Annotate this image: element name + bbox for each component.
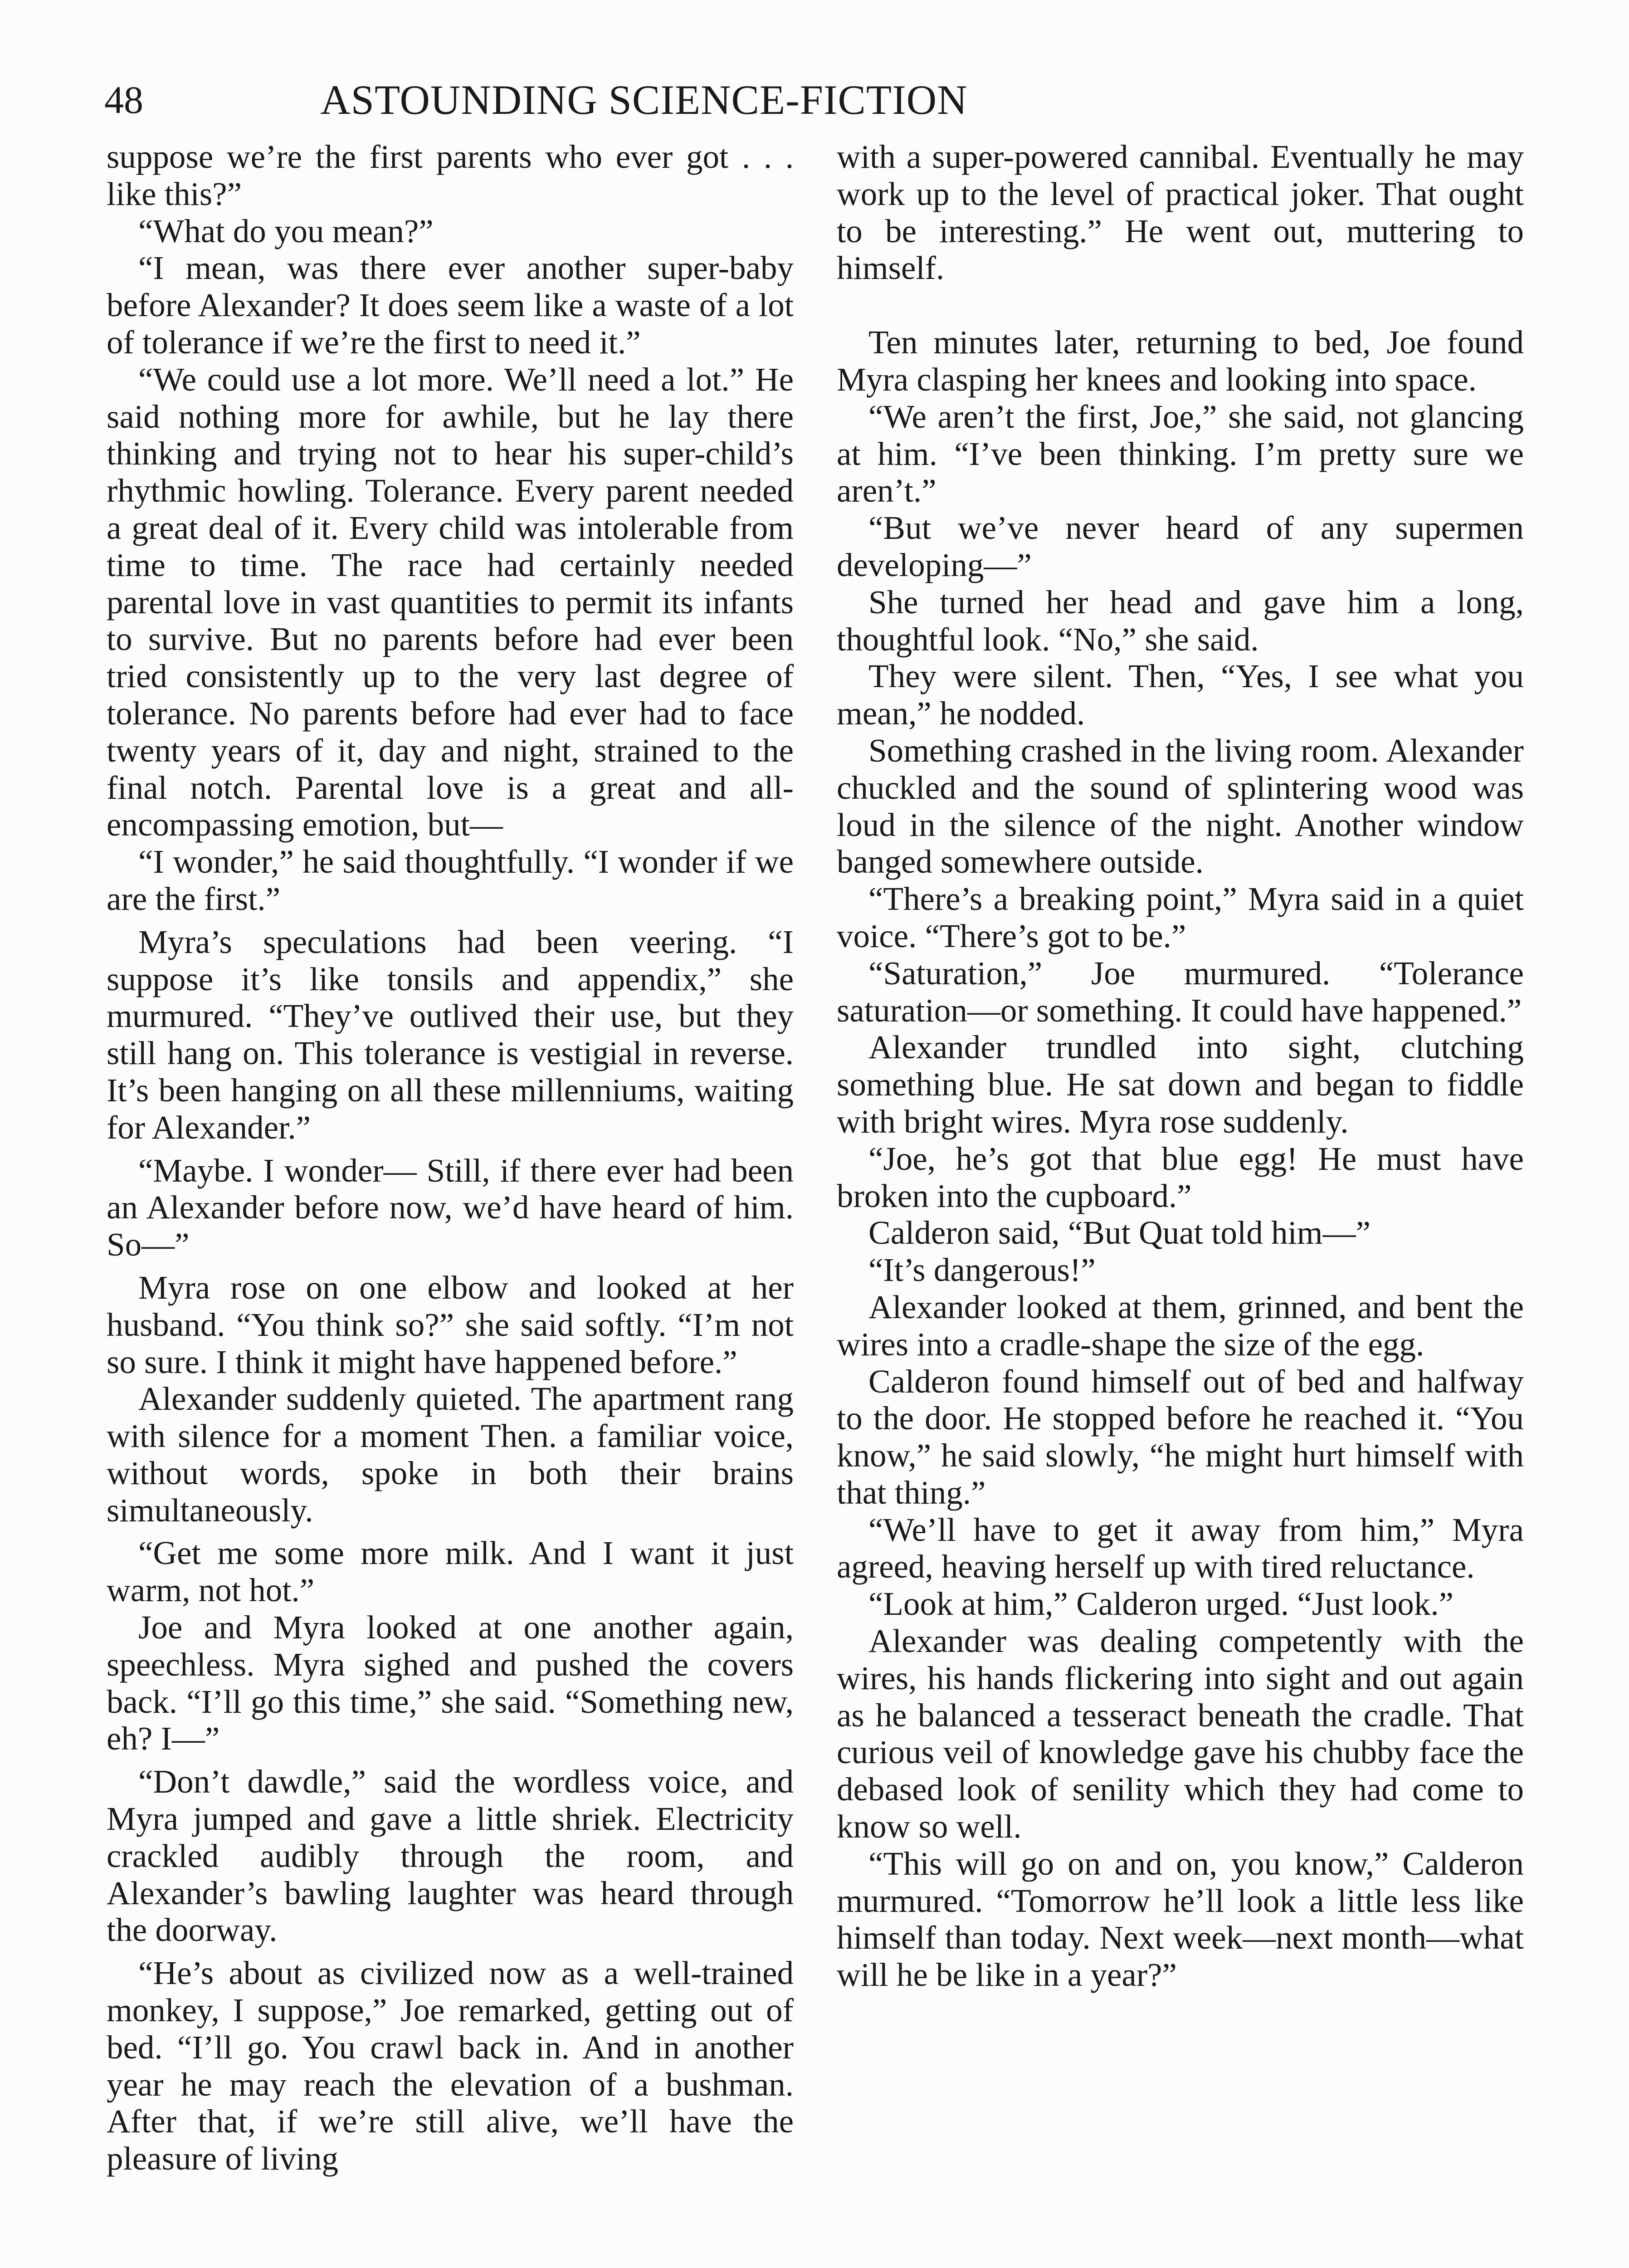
paragraph: with a super-powered cannibal. Eventually he may work up to the level of practical joker. That ought to be interesting.” He went out, muttering to himself. — [837, 138, 1524, 287]
paragraph: “Maybe. I wonder— Still, if there ever had been an Alexander before now, we’d have heard of him. So—” — [107, 1152, 794, 1263]
paragraph: “It’s dangerous!” — [868, 1251, 1096, 1289]
paragraph: Calderon found himself out of bed and halfway to the door. He stopped before he reached it. “You know,” he said slowly, “he might hurt himself with that thing.” — [837, 1363, 1524, 1511]
paragraph: Myra’s speculations had been veering. “I suppose it’s like tonsils and appendix,” she murmured. “They’ve outlived their use, but they still hang on. This tolerance is vestigial in reverse. It’s been hanging on all these millenniums, waiting for Alexander.” — [107, 923, 794, 1146]
paragraph: Alexander was dealing competently with the wires, his hands flickering into sight and out again as he balanced a tesseract beneath the cradle. That curious veil of knowledge gave his chubby face the debased look of senility which they had come to know so well. — [837, 1623, 1524, 1845]
left-column — [107, 138, 794, 2177]
running-head: ASTOUNDING SCIENCE-FICTION — [320, 77, 968, 123]
paragraph: “I mean, was there ever another super-baby before Alexander? It does seem like a waste of a lot of tolerance if we’re the first to need it.” — [107, 249, 794, 361]
paragraph: “What do you mean?” — [138, 212, 434, 249]
paragraph: They were silent. Then, “Yes, I see what you mean,” he nodded. — [837, 658, 1524, 732]
page-header — [104, 73, 1184, 127]
paragraph: “Don’t dawdle,” said the wordless voice, and Myra jumped and gave a little shriek. Electricity crackled audibly through the room, and Alexander’s bawling laughter was heard through the doorway. — [107, 1763, 794, 1949]
paragraph: “Look at him,” Calderon urged. “Just look.” — [868, 1585, 1454, 1623]
paragraph: Joe and Myra looked at one another again, speechless. Myra sighed and pushed the covers back. “I’ll go this time,” she said. “Something new, eh? I—” — [107, 1609, 794, 1757]
paragraph: Alexander suddenly quieted. The apartment rang with silence for a moment Then. a familiar voice, without words, spoke in both their brains simultaneously. — [107, 1380, 794, 1529]
paragraph: suppose we’re the first parents who ever got . . . like this?” — [107, 138, 794, 212]
paragraph: Alexander looked at them, grinned, and bent the wires into a cradle-shape the size of the egg. — [837, 1288, 1524, 1363]
paragraph: Calderon said, “But Quat told him—” — [868, 1214, 1371, 1251]
paragraph: “Joe, he’s got that blue egg! He must have broken into the cupboard.” — [837, 1140, 1524, 1214]
paragraph: Something crashed in the living room. Alexander chuckled and the sound of splintering wood was loud in the silence of the night. Another window banged somewhere outside. — [837, 732, 1524, 880]
paragraph: Myra rose on one elbow and looked at her husband. “You think so?” she said softly. “I’m not so sure. I think it might have happened before.” — [107, 1269, 794, 1380]
paragraph: She turned her head and gave him a long, thoughtful look. “No,” she said. — [837, 583, 1524, 658]
paragraph: “We could use a lot more. We’ll need a lot.” He said nothing more for awhile, but he lay there thinking and trying not to hear his super-child’s rhythmic howling. Tolerance. Every parent needed a great deal of it. Every child was intolerable from time to time. The race had certainly needed parental love in vast quantities to permit its infants to survive. But no parents before had ever been tried consistently up to the very last degree of tolerance. No parents before had ever had to face twenty years of it, day and night, strained to the final notch. Parental love is a great and all-encompassing emotion, but— — [107, 361, 794, 843]
paragraph: “Get me some more milk. And I want it just warm, not hot.” — [107, 1535, 794, 1609]
paragraph: “Saturation,” Joe murmured. “Tolerance saturation—or something. It could have happened.” — [837, 954, 1524, 1029]
paragraph: “We aren’t the first, Joe,” she said, not glancing at him. “I’ve been thinking. I’m pretty sure we aren’t.” — [837, 398, 1524, 509]
paragraph: “We’ll have to get it away from him,” Myra agreed, heaving herself up with tired reluctance. — [837, 1511, 1524, 1585]
right-column — [837, 138, 1524, 1994]
paragraph: “There’s a breaking point,” Myra said in a quiet voice. “There’s got to be.” — [837, 880, 1524, 954]
paragraph: “He’s about as civilized now as a well-trained monkey, I suppose,” Joe remarked, getting out of bed. “I’ll go. You crawl back in. And in another year he may reach the elevation of a bushman. After that, if we’re still alive, we’ll have the pleasure of living — [107, 1955, 794, 2177]
paragraph: “But we’ve never heard of any supermen developing—” — [837, 509, 1524, 583]
paragraph: “I wonder,” he said thoughtfully. “I wonder if we are the first.” — [107, 843, 794, 917]
paragraph: Ten minutes later, returning to bed, Joe found Myra clasping her knees and looking into space. — [837, 324, 1524, 398]
paragraph: “This will go on and on, you know,” Calderon murmured. “Tomorrow he’ll look a little less like himself than today. Next week—next month—what will he be like in a year?” — [837, 1845, 1524, 1994]
paragraph: Alexander trundled into sight, clutching something blue. He sat down and began to fiddle with bright wires. Myra rose suddenly. — [837, 1029, 1524, 1140]
page-number: 48 — [104, 78, 143, 122]
